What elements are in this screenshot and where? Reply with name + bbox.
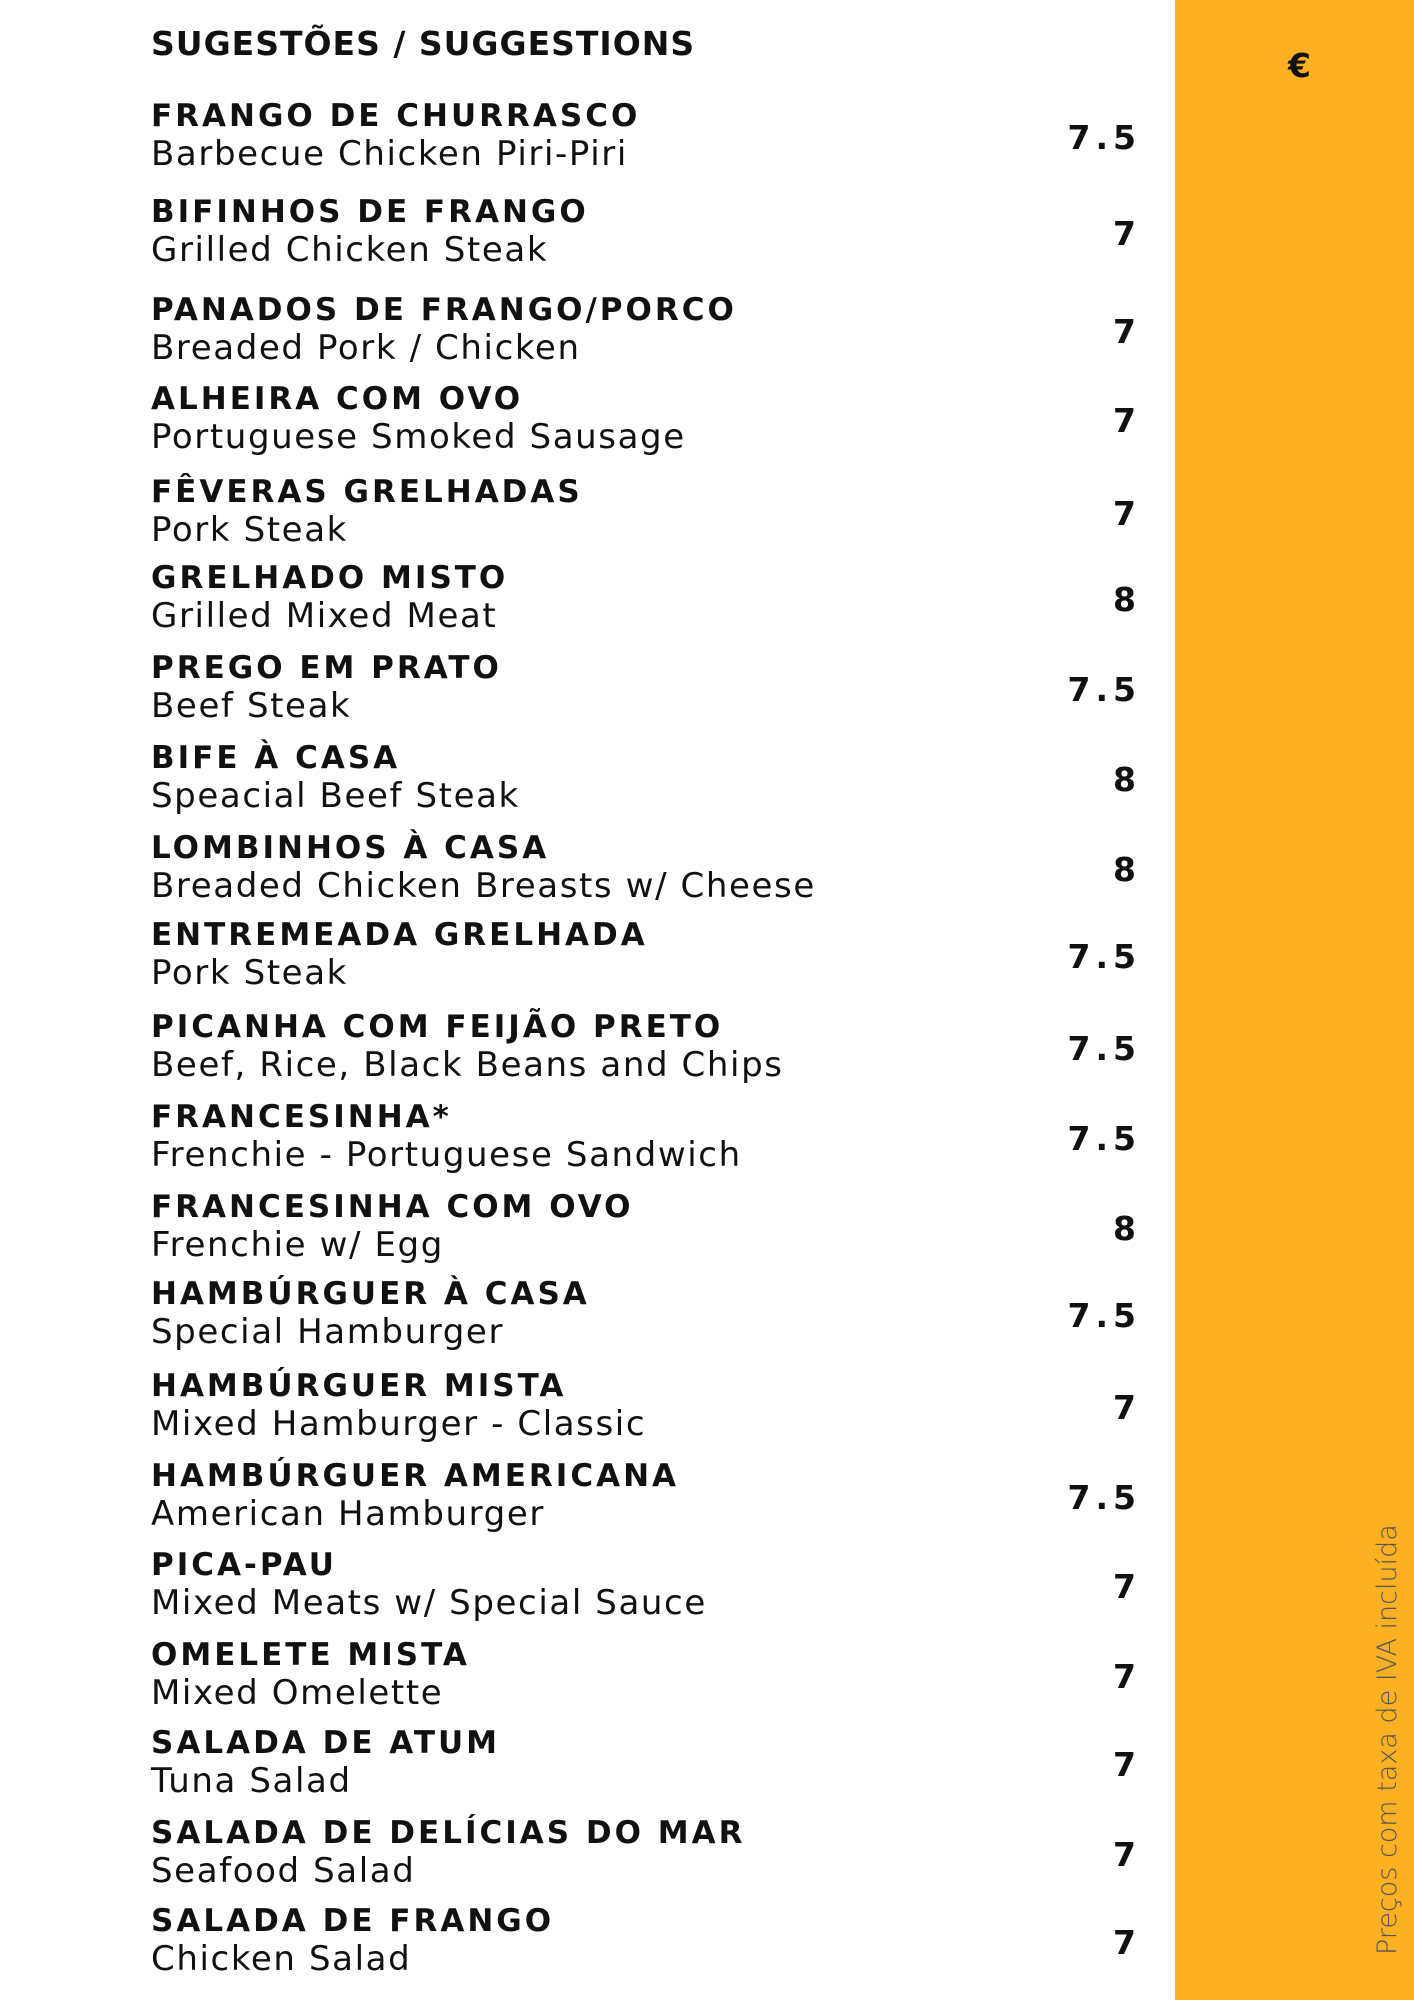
item-description: Mixed Hamburger - Classic	[151, 1404, 647, 1444]
item-price: 7	[1113, 1923, 1141, 1962]
item-name: PICANHA COM FEIJÃO PRETO	[151, 1009, 724, 1045]
menu-item	[151, 1368, 1141, 1448]
item-name: BIFINHOS DE FRANGO	[151, 194, 589, 230]
item-name: HAMBÚRGUER À CASA	[151, 1276, 590, 1312]
item-price: 8	[1113, 850, 1141, 889]
item-description: Grilled Mixed Meat	[151, 596, 498, 636]
item-description: Special Hamburger	[151, 1312, 505, 1352]
item-price: 7.5	[1067, 1478, 1141, 1517]
item-name: ALHEIRA COM OVO	[151, 381, 524, 417]
item-name: HAMBÚRGUER MISTA	[151, 1368, 567, 1404]
item-description: Pork Steak	[151, 953, 348, 993]
item-price: 7.5	[1067, 1296, 1141, 1335]
menu-item	[151, 830, 1141, 910]
item-price: 7.5	[1067, 670, 1141, 709]
item-price: 8	[1113, 760, 1141, 799]
item-price: 7.5	[1067, 1029, 1141, 1068]
item-name: SALADA DE FRANGO	[151, 1903, 555, 1939]
menu-item	[151, 1815, 1141, 1895]
item-price: 7	[1113, 401, 1141, 440]
item-price: 7.5	[1067, 118, 1141, 157]
menu-item	[151, 1903, 1141, 1983]
menu-item	[151, 1276, 1141, 1356]
menu-item	[151, 1637, 1141, 1717]
item-name: GRELHADO MISTO	[151, 560, 509, 596]
item-description: American Hamburger	[151, 1494, 545, 1534]
item-name: SALADA DE DELÍCIAS DO MAR	[151, 1815, 746, 1851]
item-description: Barbecue Chicken Piri-Piri	[151, 134, 628, 174]
item-description: Seafood Salad	[151, 1851, 416, 1891]
menu-item	[151, 917, 1141, 997]
item-description: Beef, Rice, Black Beans and Chips	[151, 1045, 784, 1085]
item-price: 7	[1113, 1745, 1141, 1784]
item-description: Frenchie - Portuguese Sandwich	[151, 1135, 742, 1175]
item-price: 7	[1113, 1835, 1141, 1874]
menu-item	[151, 1458, 1141, 1538]
item-name: PICA-PAU	[151, 1547, 337, 1583]
item-price: 7	[1113, 494, 1141, 533]
item-name: FRANCESINHA COM OVO	[151, 1189, 634, 1225]
menu-item	[151, 1547, 1141, 1627]
item-description: Mixed Omelette	[151, 1673, 444, 1713]
item-description: Breaded Chicken Breasts w/ Cheese	[151, 866, 816, 906]
item-name: FÊVERAS GRELHADAS	[151, 474, 583, 510]
item-price: 7	[1113, 1388, 1141, 1427]
item-price: 7.5	[1067, 937, 1141, 976]
item-name: LOMBINHOS À CASA	[151, 830, 550, 866]
menu-item	[151, 194, 1141, 274]
item-price: 7	[1113, 312, 1141, 351]
menu-item	[151, 292, 1141, 372]
vat-included-note: Preços com taxa de IVA incluída	[1372, 1524, 1403, 1955]
item-price: 7.5	[1067, 1119, 1141, 1158]
item-description: Tuna Salad	[151, 1761, 352, 1801]
item-price: 8	[1113, 1209, 1141, 1248]
menu-item	[151, 1189, 1141, 1269]
item-name: FRANGO DE CHURRASCO	[151, 98, 641, 134]
item-description: Frenchie w/ Egg	[151, 1225, 444, 1265]
item-description: Pork Steak	[151, 510, 348, 550]
item-description: Mixed Meats w/ Special Sauce	[151, 1583, 707, 1623]
menu-item	[151, 98, 1141, 178]
menu-item	[151, 474, 1141, 554]
menu-item	[151, 381, 1141, 461]
item-description: Beef Steak	[151, 686, 352, 726]
menu-item	[151, 560, 1141, 640]
menu-section-title: SUGESTÕES / SUGGESTIONS	[151, 24, 696, 63]
menu-item	[151, 1725, 1141, 1805]
item-description: Speacial Beef Steak	[151, 776, 520, 816]
item-description: Portuguese Smoked Sausage	[151, 417, 686, 457]
item-name: PREGO EM PRATO	[151, 650, 502, 686]
menu-item	[151, 1099, 1141, 1179]
item-name: SALADA DE ATUM	[151, 1725, 501, 1761]
item-name: OMELETE MISTA	[151, 1637, 470, 1673]
item-description: Chicken Salad	[151, 1939, 412, 1979]
menu-item	[151, 650, 1141, 730]
item-price: 7	[1113, 1567, 1141, 1606]
item-name: PANADOS DE FRANGO/PORCO	[151, 292, 737, 328]
menu-item	[151, 1009, 1141, 1089]
menu-item	[151, 740, 1141, 820]
item-name: BIFE À CASA	[151, 740, 401, 776]
item-name: FRANCESINHA*	[151, 1099, 452, 1135]
item-price: 8	[1113, 580, 1141, 619]
currency-symbol: €	[1288, 46, 1311, 85]
item-price: 7	[1113, 1657, 1141, 1696]
item-description: Grilled Chicken Steak	[151, 230, 549, 270]
item-price: 7	[1113, 214, 1141, 253]
item-name: ENTREMEADA GRELHADA	[151, 917, 648, 953]
item-name: HAMBÚRGUER AMERICANA	[151, 1458, 680, 1494]
item-description: Breaded Pork / Chicken	[151, 328, 581, 368]
